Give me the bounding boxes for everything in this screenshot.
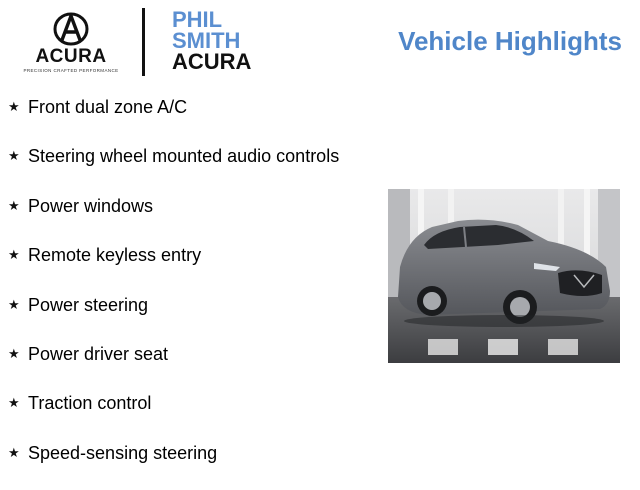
- feature-item: [8, 342, 339, 391]
- star-icon: ★: [8, 444, 20, 460]
- feature-label: Speed-sensing steering: [28, 442, 218, 463]
- header-divider: [142, 8, 145, 76]
- feature-label: Power windows: [28, 195, 154, 216]
- feature-item: [8, 293, 339, 342]
- star-icon: ★: [8, 296, 20, 312]
- vehicle-photo: [388, 189, 620, 363]
- dealer-logo-line-2: SMITH: [172, 28, 241, 53]
- feature-item: [8, 144, 339, 193]
- star-icon: ★: [8, 345, 20, 361]
- feature-item: [8, 194, 339, 243]
- feature-label: Power steering: [28, 294, 149, 315]
- page-title: Vehicle Highlights: [398, 26, 622, 56]
- star-icon: ★: [8, 99, 20, 114]
- star-icon: ★: [8, 247, 20, 263]
- star-icon: ★: [8, 395, 20, 411]
- feature-item: [8, 391, 339, 440]
- dealer-logo: [172, 9, 251, 72]
- star-icon: ★: [8, 197, 20, 213]
- feature-label: Power driver seat: [28, 343, 169, 364]
- feature-list: [8, 95, 339, 490]
- star-icon: ★: [8, 148, 20, 164]
- acura-wordmark: ACURA: [35, 46, 107, 67]
- feature-item: [8, 441, 339, 490]
- feature-label: Remote keyless entry: [28, 245, 202, 266]
- feature-item: [8, 95, 339, 144]
- acura-caliper-icon: [52, 12, 90, 46]
- acura-logo: [22, 12, 120, 74]
- feature-label: Traction control: [28, 393, 152, 414]
- feature-label: Steering wheel mounted audio controls: [28, 146, 340, 167]
- dealer-logo-line-1: PHIL: [172, 7, 223, 32]
- feature-item: [8, 243, 339, 292]
- dealer-logo-line-3: ACURA: [172, 49, 252, 74]
- acura-tagline: PRECISION CRAFTED PERFORMANCE: [23, 68, 119, 73]
- car-illustration: [388, 189, 620, 363]
- feature-label: Front dual zone A/C: [28, 97, 188, 117]
